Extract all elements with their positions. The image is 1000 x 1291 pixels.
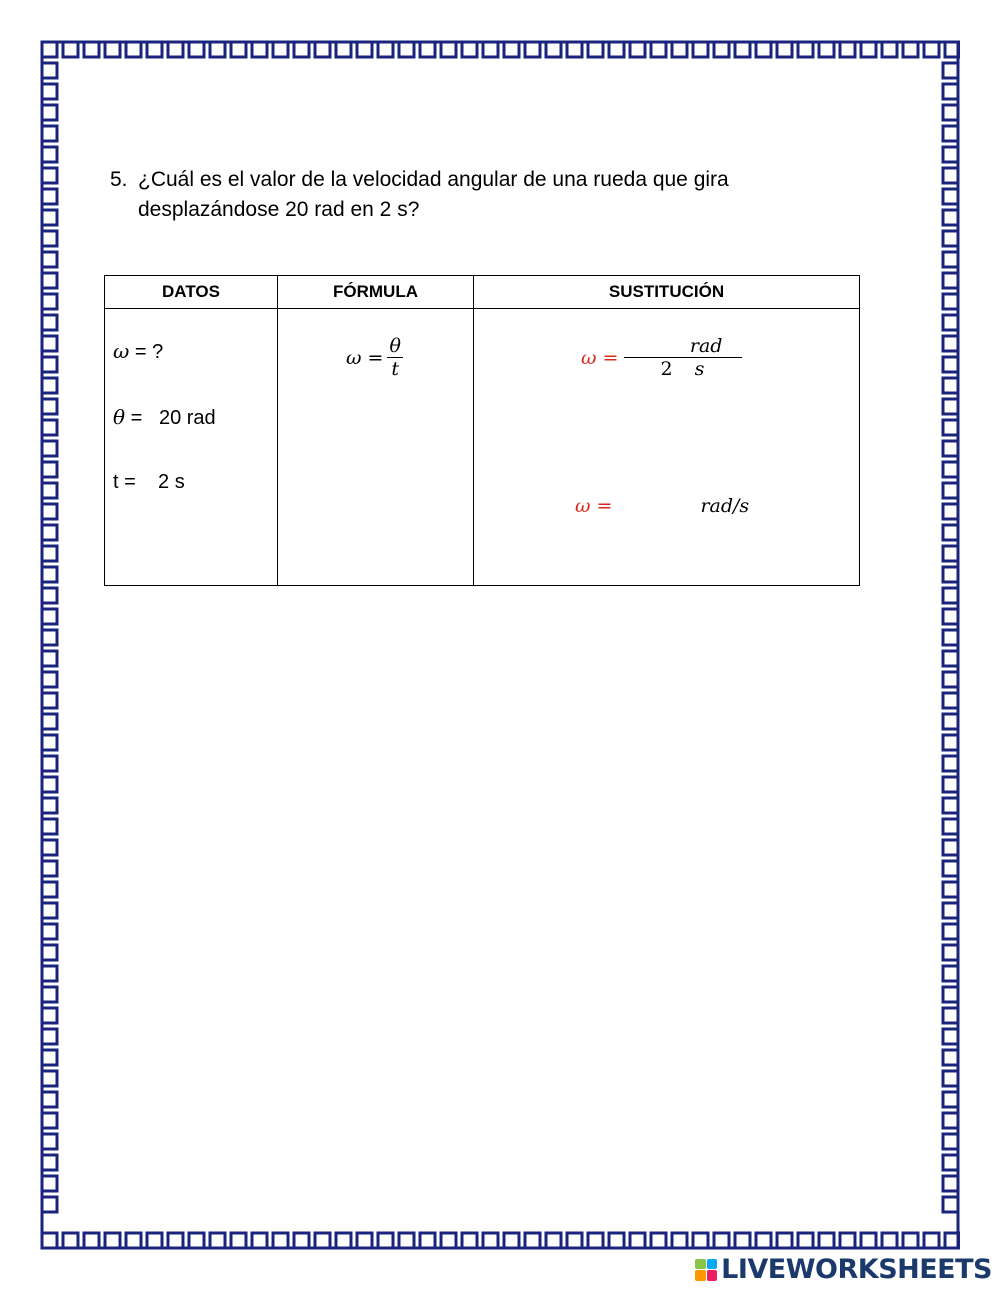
theta-value: = 20 rad <box>125 407 216 429</box>
data-table <box>104 275 860 586</box>
formula-cell <box>278 309 474 586</box>
datos-cell <box>105 309 278 586</box>
step1-numerator <box>624 335 742 358</box>
formula <box>346 335 403 380</box>
table-header-row <box>105 276 860 309</box>
step2-lhs: ω = <box>575 495 613 517</box>
denominator-value: 2 <box>660 358 673 380</box>
header-formula: FÓRMULA <box>278 276 474 309</box>
result-unit: rad/s <box>700 495 750 517</box>
question <box>110 165 830 225</box>
header-datos: DATOS <box>105 276 278 309</box>
step1-fraction <box>624 335 742 380</box>
omega-symbol: ω <box>113 339 130 363</box>
omega-value: = ? <box>129 341 164 363</box>
liveworksheets-logo <box>695 1254 992 1285</box>
datos-omega <box>113 339 163 364</box>
substitution-step1 <box>581 335 742 380</box>
formula-fraction <box>387 335 402 380</box>
header-sustitucion: SUSTITUCIÓN <box>474 276 860 309</box>
question-number: 5. <box>110 168 128 191</box>
theta-symbol: θ <box>113 405 126 429</box>
time-value: = 2 s <box>118 471 185 493</box>
result-answer-input[interactable] <box>614 498 698 515</box>
denominator-unit: s <box>694 358 705 380</box>
datos-theta <box>113 405 216 430</box>
step1-lhs: ω = <box>581 346 619 369</box>
table-body-row <box>105 309 860 586</box>
sustitucion-cell <box>474 309 860 586</box>
liveworksheets-icon <box>695 1259 717 1281</box>
logo-text: LIVEWORKSHEETS <box>721 1254 992 1285</box>
numerator-unit: rad <box>689 335 723 357</box>
question-text: ¿Cuál es el valor de la velocidad angular de una rueda que gira desplazándose 20 rad en 2 s? <box>138 168 729 221</box>
step1-denominator <box>624 358 742 380</box>
substitution-step2 <box>575 495 749 517</box>
datos-time <box>113 471 185 494</box>
formula-numerator: θ <box>389 335 401 357</box>
formula-denominator: t <box>391 358 399 380</box>
formula-lhs: ω = <box>346 346 384 369</box>
time-symbol: t <box>113 471 119 493</box>
numerator-answer-input[interactable] <box>630 339 684 356</box>
